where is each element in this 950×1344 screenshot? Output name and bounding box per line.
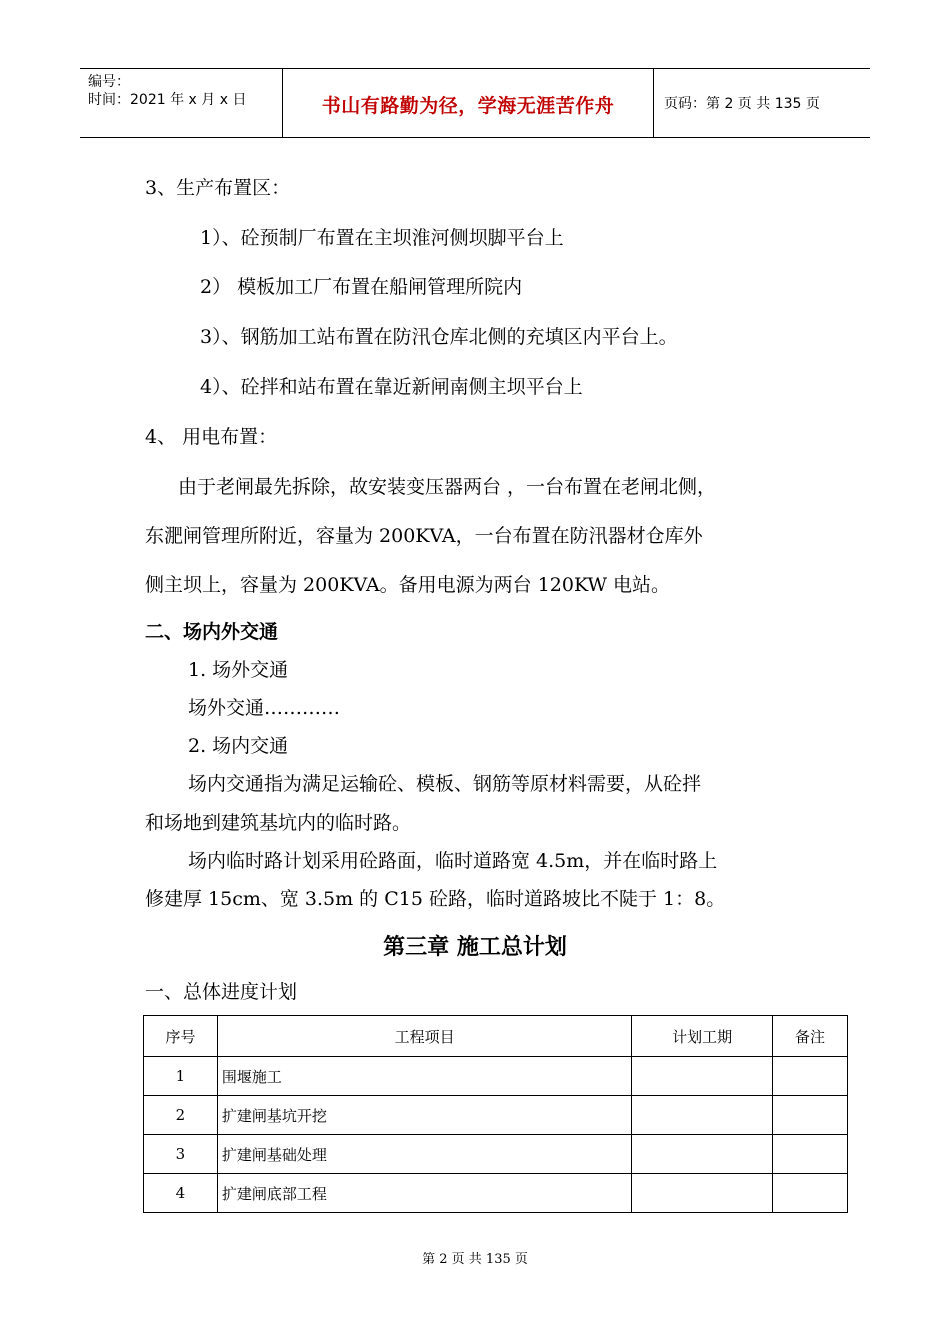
list-item: 2） 模板加工厂布置在船闸管理所院内: [200, 276, 523, 298]
header-motto: 书山有路勤为径，学海无涯苦作舟: [321, 95, 615, 117]
table-row: [144, 1135, 848, 1174]
table-cell: 扩建闸底部工程: [217, 1174, 631, 1213]
section-title: 4、 用电布置：: [145, 426, 278, 448]
table-header-row: [144, 1016, 848, 1057]
paragraph-line: 侧主坝上，容量为 200KVA。备用电源为两台 120KW 电站。: [145, 574, 671, 596]
document-time-label: 时间：2021 年 x 月 x 日: [88, 92, 247, 108]
paragraph-line: 场内临时路计划采用砼路面，临时道路宽 4.5m，并在临时路上: [188, 850, 718, 872]
header-page-info: 页码：第 2 页 共 135 页: [664, 96, 820, 112]
list-item: 1）、砼预制厂布置在主坝淮河侧坝脚平台上: [200, 227, 564, 249]
table-cell: 扩建闸基础处理: [217, 1135, 631, 1174]
page-footer: 第 2 页 共 135 页: [422, 1252, 528, 1267]
table-cell: [773, 1174, 848, 1213]
heading-traffic: 二、场内外交通: [145, 621, 279, 643]
header-page-cell: [654, 69, 870, 137]
table-cell: 3: [144, 1135, 218, 1174]
page-header: [80, 68, 870, 138]
table-cell: [773, 1135, 848, 1174]
paragraph-line: 和场地到建筑基坑内的临时路。: [145, 812, 412, 834]
table-cell: 4: [144, 1174, 218, 1213]
table-cell: [632, 1135, 773, 1174]
table-cell: 2: [144, 1096, 218, 1135]
column-header: 计划工期: [632, 1016, 773, 1057]
table-row: [144, 1057, 848, 1096]
table-row: [144, 1096, 848, 1135]
chapter-title: 第三章 施工总计划: [383, 935, 567, 960]
table-cell: [773, 1096, 848, 1135]
column-header: 序号: [144, 1016, 218, 1057]
list-item: 3）、钢筋加工站布置在防汛仓库北侧的充填区内平台上。: [200, 326, 678, 348]
paragraph-line: 修建厚 15cm、宽 3.5m 的 C15 砼路，临时道路坡比不陡于 1：8。: [145, 888, 726, 910]
schedule-table: [143, 1015, 848, 1213]
table-row: [144, 1174, 848, 1213]
paragraph-line: 东淝闸管理所附近，容量为 200KVA，一台布置在防汛器材仓库外: [145, 525, 703, 547]
column-header: 工程项目: [217, 1016, 631, 1057]
section-title: 一、总体进度计划: [145, 981, 298, 1003]
table-cell: [632, 1096, 773, 1135]
subheading: 2. 场内交通: [188, 735, 289, 757]
table-cell: [773, 1057, 848, 1096]
paragraph-line: 由于老闸最先拆除，故安装变压器两台 ，一台布置在老闸北侧，: [178, 476, 717, 498]
list-item: 4）、砼拌和站布置在靠近新闸南侧主坝平台上: [200, 376, 583, 398]
table-cell: 1: [144, 1057, 218, 1096]
table-cell: 围堰施工: [217, 1057, 631, 1096]
table-cell: [632, 1174, 773, 1213]
document-number-label: 编号：: [88, 74, 130, 90]
paragraph-line: 场外交通…………: [188, 697, 341, 719]
table-cell: [632, 1057, 773, 1096]
header-meta-cell: [80, 69, 283, 137]
subheading: 1. 场外交通: [188, 659, 289, 681]
paragraph-line: 场内交通指为满足运输砼、模板、钢筋等原材料需要，从砼拌: [188, 773, 702, 795]
section-title: 3、生产布置区：: [145, 177, 291, 199]
table-cell: 扩建闸基坑开挖: [217, 1096, 631, 1135]
header-motto-cell: [283, 69, 654, 137]
column-header: 备注: [773, 1016, 848, 1057]
